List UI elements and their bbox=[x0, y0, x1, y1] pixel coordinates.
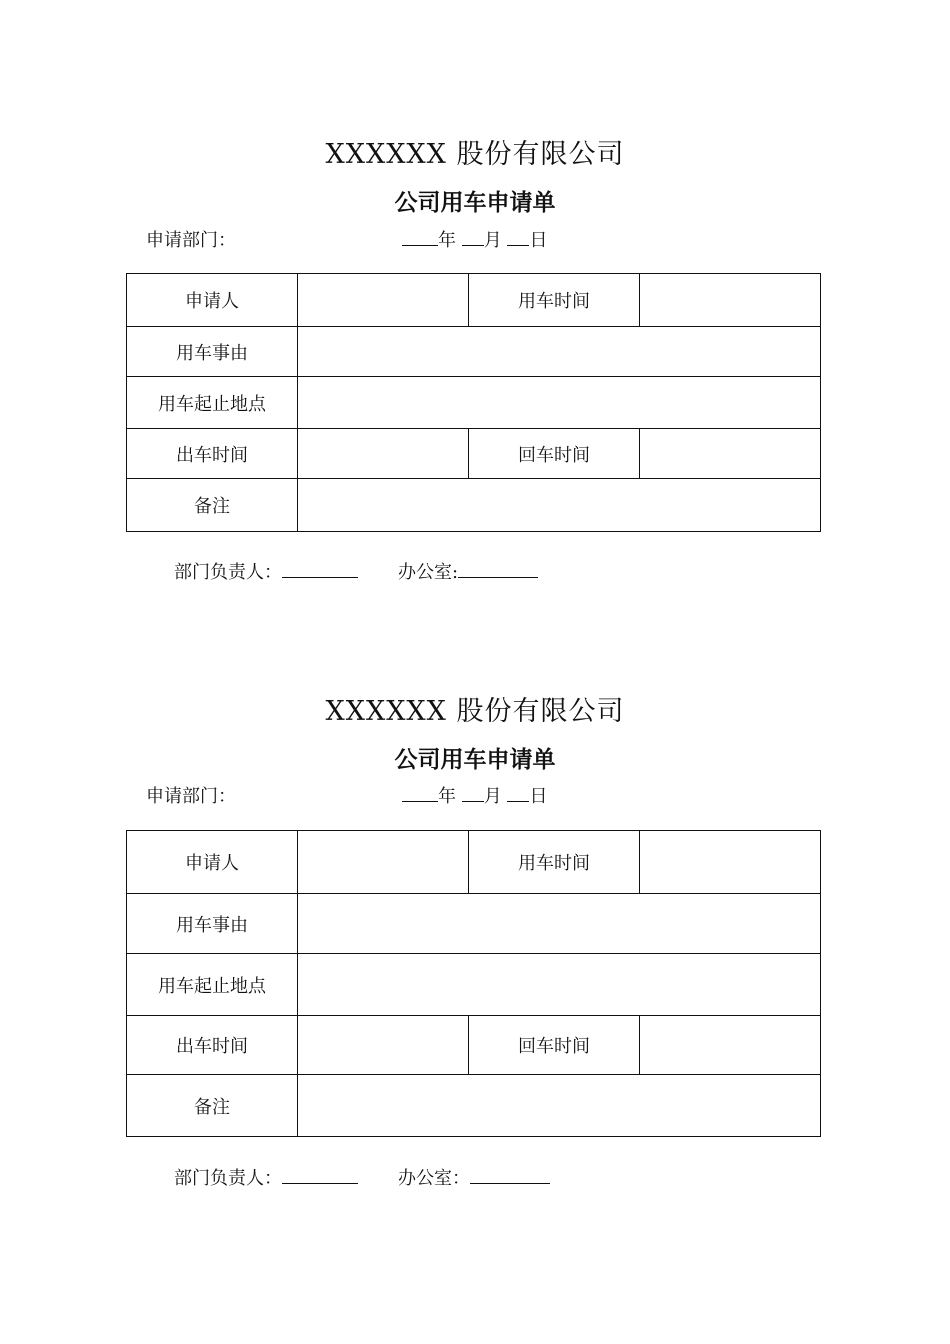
day-blank[interactable] bbox=[507, 784, 529, 802]
route-label: 用车起止地点 bbox=[127, 954, 298, 1016]
use-time-label: 用车时间 bbox=[469, 274, 640, 327]
day-label: 日 bbox=[529, 230, 548, 251]
return-time-field[interactable] bbox=[640, 1016, 821, 1075]
department-label: 申请部门： bbox=[146, 230, 236, 251]
remarks-field[interactable] bbox=[298, 1075, 821, 1137]
table-row bbox=[127, 954, 821, 1016]
month-blank[interactable] bbox=[462, 228, 484, 246]
table-row bbox=[127, 274, 821, 327]
dept-head-signature[interactable] bbox=[282, 559, 358, 578]
dept-head-label: 部门负责人： bbox=[174, 1168, 282, 1189]
day-label: 日 bbox=[529, 786, 548, 807]
year-blank[interactable] bbox=[402, 228, 438, 246]
company-name: XXXXXX 股份有限公司 bbox=[325, 696, 625, 727]
table-row bbox=[127, 327, 821, 377]
table-row bbox=[127, 1075, 821, 1137]
applicant-label: 申请人 bbox=[127, 831, 298, 894]
applicant-field[interactable] bbox=[298, 274, 469, 327]
applicant-field[interactable] bbox=[298, 831, 469, 894]
table-row bbox=[127, 831, 821, 894]
reason-field[interactable] bbox=[298, 894, 821, 954]
request-table bbox=[126, 273, 821, 532]
signature-line bbox=[174, 1164, 550, 1190]
signature-line bbox=[174, 558, 538, 584]
department-label: 申请部门： bbox=[146, 786, 236, 807]
form-title: 公司用车申请单 bbox=[394, 190, 556, 216]
year-label: 年 bbox=[438, 230, 456, 251]
request-table bbox=[126, 830, 821, 1137]
table-row bbox=[127, 377, 821, 429]
office-label: 办公室: bbox=[398, 562, 459, 583]
year-blank[interactable] bbox=[402, 784, 438, 802]
return-time-label: 回车时间 bbox=[469, 429, 640, 479]
route-field[interactable] bbox=[298, 377, 821, 429]
table-row bbox=[127, 479, 821, 532]
month-label: 月 bbox=[483, 230, 502, 251]
office-signature[interactable] bbox=[458, 559, 538, 578]
applicant-label: 申请人 bbox=[127, 274, 298, 327]
day-blank[interactable] bbox=[507, 228, 529, 246]
dept-head-signature[interactable] bbox=[282, 1165, 358, 1184]
route-label: 用车起止地点 bbox=[127, 377, 298, 429]
depart-time-label: 出车时间 bbox=[127, 429, 298, 479]
form-title: 公司用车申请单 bbox=[394, 747, 556, 773]
remarks-field[interactable] bbox=[298, 479, 821, 532]
depart-time-field[interactable] bbox=[298, 1016, 469, 1075]
company-name: XXXXXX 股份有限公司 bbox=[325, 139, 625, 170]
remarks-label: 备注 bbox=[127, 479, 298, 532]
table-row bbox=[127, 1016, 821, 1075]
month-blank[interactable] bbox=[462, 784, 484, 802]
depart-time-label: 出车时间 bbox=[127, 1016, 298, 1075]
dept-head-label: 部门负责人： bbox=[174, 562, 282, 583]
table-row bbox=[127, 429, 821, 479]
use-time-label: 用车时间 bbox=[469, 831, 640, 894]
month-label: 月 bbox=[483, 786, 502, 807]
office-signature[interactable] bbox=[470, 1165, 550, 1184]
date-line bbox=[402, 782, 547, 808]
office-label: 办公室： bbox=[398, 1168, 470, 1189]
reason-field[interactable] bbox=[298, 327, 821, 377]
reason-label: 用车事由 bbox=[127, 894, 298, 954]
return-time-field[interactable] bbox=[640, 429, 821, 479]
use-time-field[interactable] bbox=[640, 831, 821, 894]
table-row bbox=[127, 894, 821, 954]
remarks-label: 备注 bbox=[127, 1075, 298, 1137]
return-time-label: 回车时间 bbox=[469, 1016, 640, 1075]
use-time-field[interactable] bbox=[640, 274, 821, 327]
date-line bbox=[402, 226, 547, 252]
route-field[interactable] bbox=[298, 954, 821, 1016]
depart-time-field[interactable] bbox=[298, 429, 469, 479]
reason-label: 用车事由 bbox=[127, 327, 298, 377]
year-label: 年 bbox=[438, 786, 456, 807]
